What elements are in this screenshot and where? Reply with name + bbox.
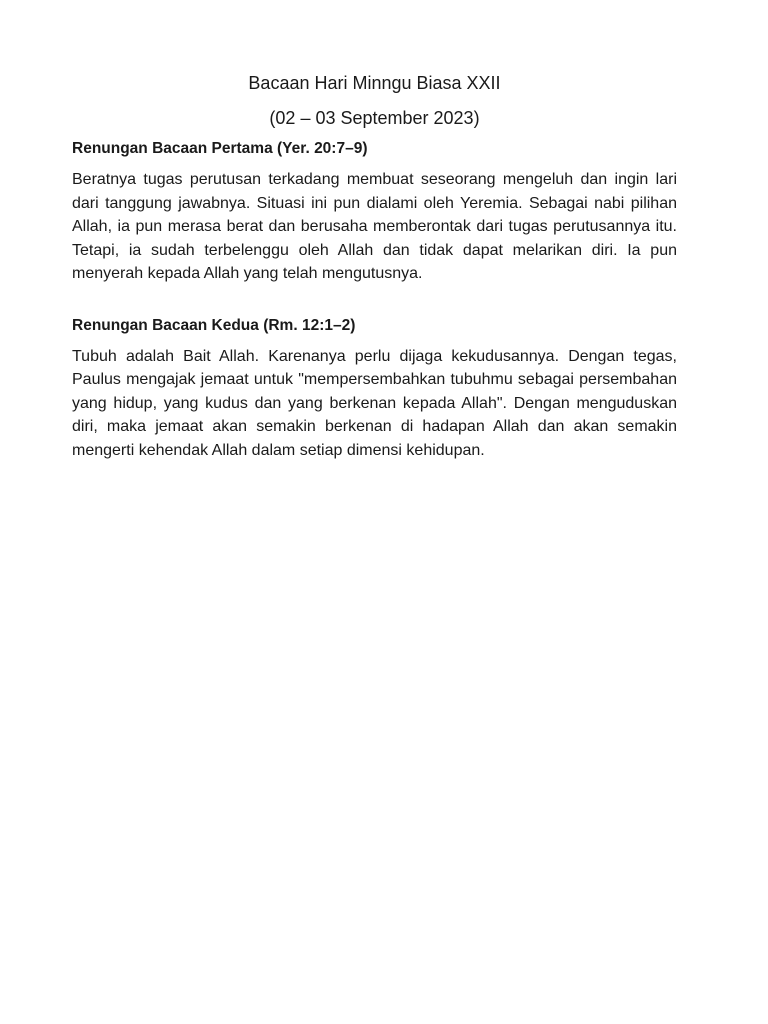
section-heading: Renungan Bacaan Kedua (Rm. 12:1–2) (72, 316, 356, 334)
document-date: (02 – 03 September 2023) (269, 108, 480, 128)
section-body: Beratnya tugas perutusan terkadang membuat seseorang mengeluh dan ingin lari dari tanggung jawabnya. Situasi ini pun dialami oleh Yeremia. Sebagai nabi pilihan Allah, ia pun merasa berat dan berusaha memberontak dari tugas perutusannya itu. Tetapi, ia sudah terbelenggu oleh Allah dan tidak dapat melarikan diri. Ia pun menyerah kepada Allah yang telah mengutusnya. (72, 171, 677, 282)
section-heading: Renungan Bacaan Pertama (Yer. 20:7–9) (72, 140, 368, 157)
section-first-reading (72, 138, 677, 286)
section-second-reading (72, 315, 677, 463)
document-title: Bacaan Hari Minngu Biasa XXII (248, 73, 501, 93)
document-page (72, 70, 677, 462)
section-body: Tubuh adalah Bait Allah. Karenanya perlu dijaga kekudusannya. Dengan tegas, Paulus mengajak jemaat untuk "mempersembahkan tubuhmu sebagai persembahan yang hidup, yang kudus dan yang berkenan kepada Allah". Dengan menguduskan diri, maka jemaat akan semakin berkenan di hadapan Allah dan akan semakin mengerti kehendak Allah dalam setiap dimensi kehidupan. (72, 347, 677, 459)
